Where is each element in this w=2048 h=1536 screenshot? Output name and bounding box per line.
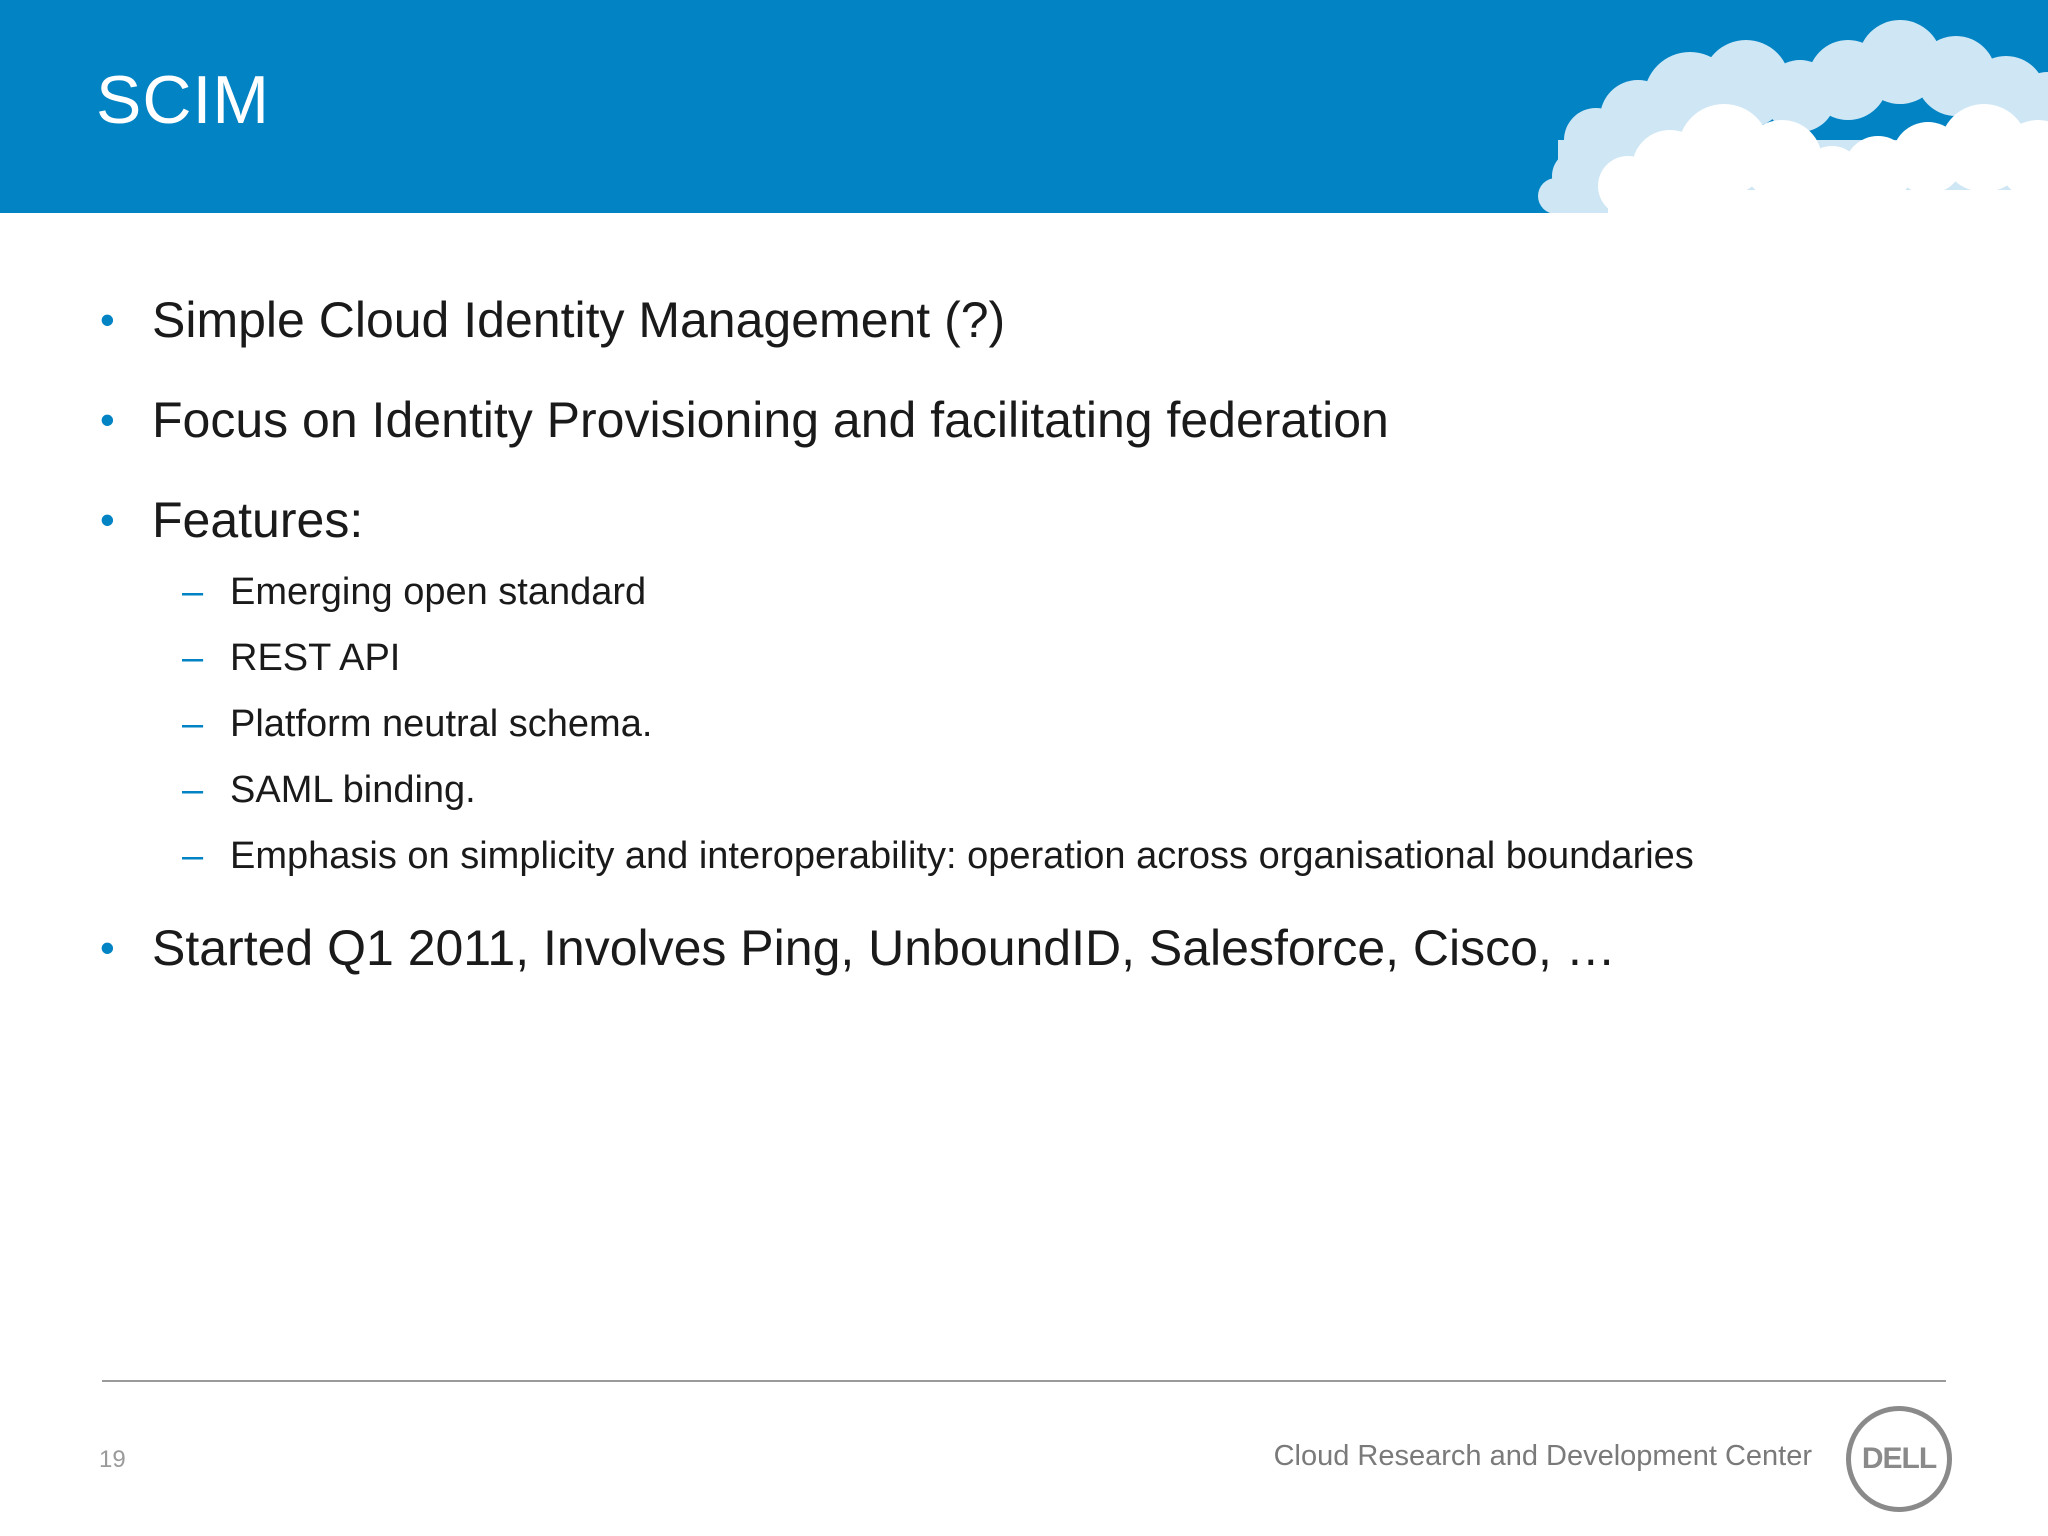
bullet-marker: • (100, 396, 115, 443)
logo-text: DELL (1861, 1442, 1937, 1475)
bullet-text: Started Q1 2011, Involves Ping, UnboundID, Salesforce, Cisco, … (152, 920, 1616, 976)
footer-divider (102, 1380, 1946, 1382)
header-banner (0, 0, 2048, 213)
bullet-text: Focus on Identity Provisioning and facilitating federation (152, 392, 1389, 448)
sub-bullet-marker: – (182, 571, 204, 613)
slide-title: SCIM (96, 62, 270, 138)
bullet-text: Simple Cloud Identity Management (?) (152, 292, 1006, 348)
bullet-text: Features: (152, 492, 364, 548)
sub-bullet-text: Platform neutral schema. (230, 703, 653, 745)
sub-bullet-text: Emerging open standard (230, 571, 647, 613)
footer-center-name: Cloud Research and Development Center (1273, 1440, 1812, 1472)
sub-bullet-marker: – (182, 769, 204, 811)
page-number: 19 (99, 1446, 126, 1473)
bullet-marker: • (100, 496, 115, 543)
sub-bullet-text: REST API (230, 637, 401, 679)
sub-bullet-marker: – (182, 703, 204, 745)
clouds-illustration (1428, 0, 2048, 213)
sub-bullet-marker: – (182, 835, 204, 877)
sub-bullet-text: Emphasis on simplicity and interoperability: operation across organisational boundaries (230, 835, 1694, 877)
sub-bullet-marker: – (182, 637, 204, 679)
dell-logo (1846, 1406, 1952, 1512)
sub-bullet-text: SAML binding. (230, 769, 476, 811)
bullet-marker: • (100, 296, 115, 343)
bullet-marker: • (100, 924, 115, 971)
